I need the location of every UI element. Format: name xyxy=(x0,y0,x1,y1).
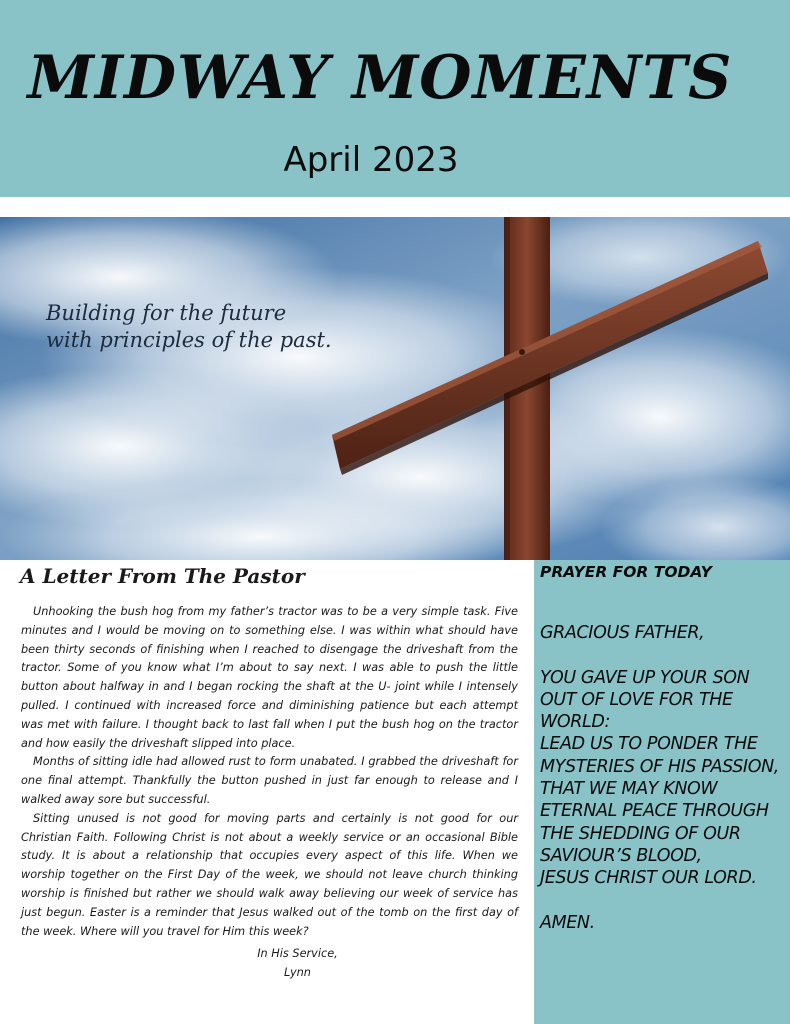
letter-paragraph-3: Sitting unused is not good for moving parts and certainly is not good for our Christian Faith. Following Christ is not about a weekly service or an occasional Bible study. It is about a relationship that occupies every aspect of this life. When we worship together on the First Day of the week, we should not leave church thinking worship is finished but rather we should walk away believing our week of service has just begun. Easter is a reminder that Jesus walked out of the tomb on the first day of the week. Where will you travel for Him this week? xyxy=(21,811,518,938)
hero-image xyxy=(0,217,790,560)
issue-date: April 2023 xyxy=(283,140,459,180)
masthead-banner xyxy=(0,0,790,197)
letter-paragraph-1: Unhooking the bush hog from my father’s tractor was to be a very simple task. Five minutes and I would be moving on to something else. I was within what should have been thirty seconds of finishing when I reached to disengage the driveshaft from the tractor. Some of you know what I’m about to say next. I was able to push the little button about halfway in and I began rocking the shaft at the U- joint while I intensely pulled. I continued with increased force and diminishing patience but each attempt was met with failure. I thought back to last fall when I put the bush hog on the tractor and how easily the driveshaft slipped into place. xyxy=(21,605,518,750)
cross-sky-illustration xyxy=(0,217,790,560)
hero-tagline xyxy=(46,300,332,354)
tagline-line-2: with principles of the past. xyxy=(46,328,332,352)
letter-heading: A Letter From The Pastor xyxy=(20,564,305,588)
prayer-heading: PRAYER FOR TODAY xyxy=(540,563,712,581)
letter-body xyxy=(21,603,518,941)
letter-signoff xyxy=(0,944,595,982)
closing-line: In His Service, xyxy=(257,947,338,960)
tagline-line-1: Building for the future xyxy=(46,301,287,325)
prayer-text: GRACIOUS FATHER, YOU GAVE UP YOUR SON OUT OF LOVE FOR THE WORLD: LEAD US TO PONDER THE MYSTERIES OF HIS PASSION, THAT WE MAY KNOW ETERNAL PEACE THROUGH THE SHEDDING OF OUR SAVIOUR’S BLOOD, JESUS CHRIST OUR LORD. AMEN. xyxy=(540,623,779,933)
signature: Lynn xyxy=(284,966,311,979)
newsletter-title: MIDWAY MOMENTS xyxy=(27,43,733,113)
letter-paragraph-2: Months of sitting idle had allowed rust to form unabated. I grabbed the driveshaft for one final attempt. Thankfully the button pushed in just far enough to release and I walked away sore but successful. xyxy=(21,755,518,806)
